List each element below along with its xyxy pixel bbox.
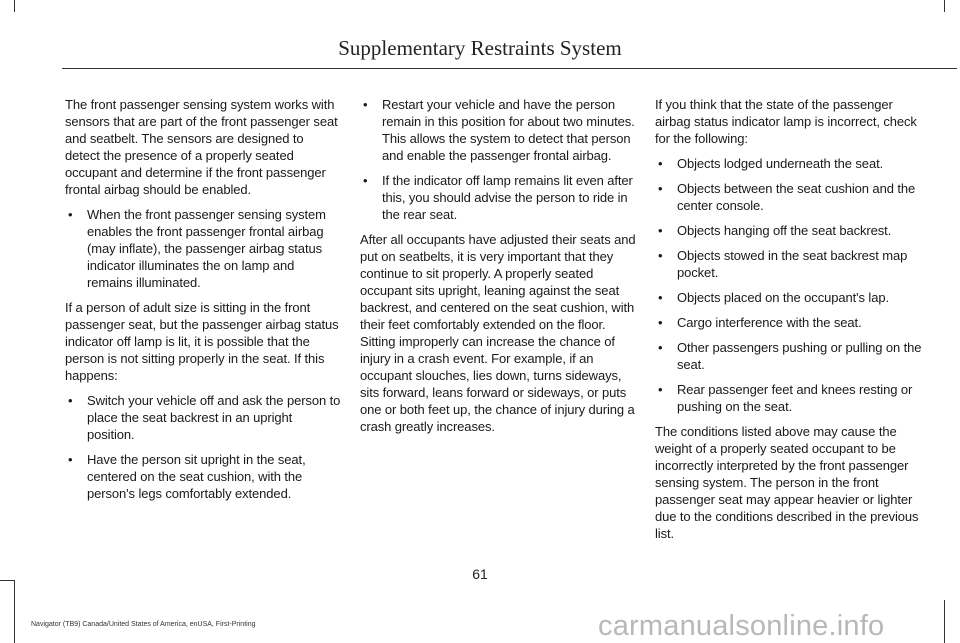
bullet-list-1: [65, 206, 341, 291]
crop-mark-top-right: [944, 0, 945, 12]
print-info: Navigator (TB9) Canada/United States of America, enUSA, First-Printing: [31, 621, 256, 628]
list-item: • Have the person sit upright in the seat, centered on the seat cushion, with the person's legs comfortably extended.: [65, 451, 341, 502]
intro-paragraph: The front passenger sensing system works with sensors that are part of the front passenger seat and seatbelt. The sensors are designed to detect the presence of a properly seated occupant and determine if the front passenger frontal airbag should be enabled.: [65, 97, 338, 197]
crop-mark-bottom-left-h: [0, 580, 14, 581]
column-3: [655, 96, 931, 550]
column-2: [360, 96, 636, 443]
list-item: • Objects lodged underneath the seat.: [655, 155, 931, 172]
watermark: carmanualsonline.info: [598, 610, 885, 642]
conditions-paragraph: The conditions listed above may cause the weight of a properly seated occupant to be incorrectly interpreted by the front passenger sensing system. The person in the front passenger seat may appear heavier or lighter due to the conditions described in the previous list.: [655, 424, 919, 541]
list-item: • Objects between the seat cushion and the center console.: [655, 180, 931, 214]
list-item: • Objects hanging off the seat backrest.: [655, 222, 931, 239]
crop-mark-bottom-left-v: [14, 580, 15, 643]
seating-paragraph: After all occupants have adjusted their seats and put on seatbelts, it is very important that they continue to sit properly. A properly seated occupant sits upright, leaning against the seat backrest, and centered on the seat cushion, with their feet comfortably extended on the floor. Sitting improperly can increase the chance of injury in a crash event. For example, if an occupant slouches, lies down, turns sideways, sits forward, leans forward or sideways, or puts one or both feet up, the chance of injury during a crash greatly increases.: [360, 232, 636, 434]
list-item: • Rear passenger feet and knees resting or pushing on the seat.: [655, 381, 931, 415]
list-item: • If the indicator off lamp remains lit even after this, you should advise the person to ride in the rear seat.: [360, 172, 636, 223]
bullet-list-4: [655, 155, 931, 415]
list-item: • Restart your vehicle and have the person remain in this position for about two minutes. This allows the system to detect that person and enable the passenger frontal airbag.: [360, 96, 636, 164]
adult-size-paragraph: If a person of adult size is sitting in the front passenger seat, but the passenger airbag status indicator off lamp is lit, it is possible that the person is not sitting properly in the seat. If this happens:: [65, 300, 339, 383]
page-header-title: Supplementary Restraints System: [338, 36, 622, 60]
list-item: • Objects stowed in the seat backrest map pocket.: [655, 247, 931, 281]
crop-mark-top-left: [14, 0, 15, 12]
list-item: • Objects placed on the occupant's lap.: [655, 289, 931, 306]
list-item: • Other passengers pushing or pulling on the seat.: [655, 339, 931, 373]
bullet-list-3: [360, 96, 636, 223]
list-item: • Cargo interference with the seat.: [655, 314, 931, 331]
check-paragraph: If you think that the state of the passenger airbag status indicator lamp is incorrect, check for the following:: [655, 97, 917, 146]
header-rule: [62, 68, 957, 69]
bullet-list-2: [65, 392, 341, 502]
page-number: 61: [472, 566, 488, 582]
list-item: • When the front passenger sensing system enables the front passenger frontal airbag (may inflate), the passenger airbag status indicator illuminates the on lamp and remains illuminated.: [65, 206, 341, 291]
list-item: • Switch your vehicle off and ask the person to place the seat backrest in an upright position.: [65, 392, 341, 443]
crop-mark-bottom-right-v: [944, 600, 945, 643]
column-1: [65, 96, 341, 510]
